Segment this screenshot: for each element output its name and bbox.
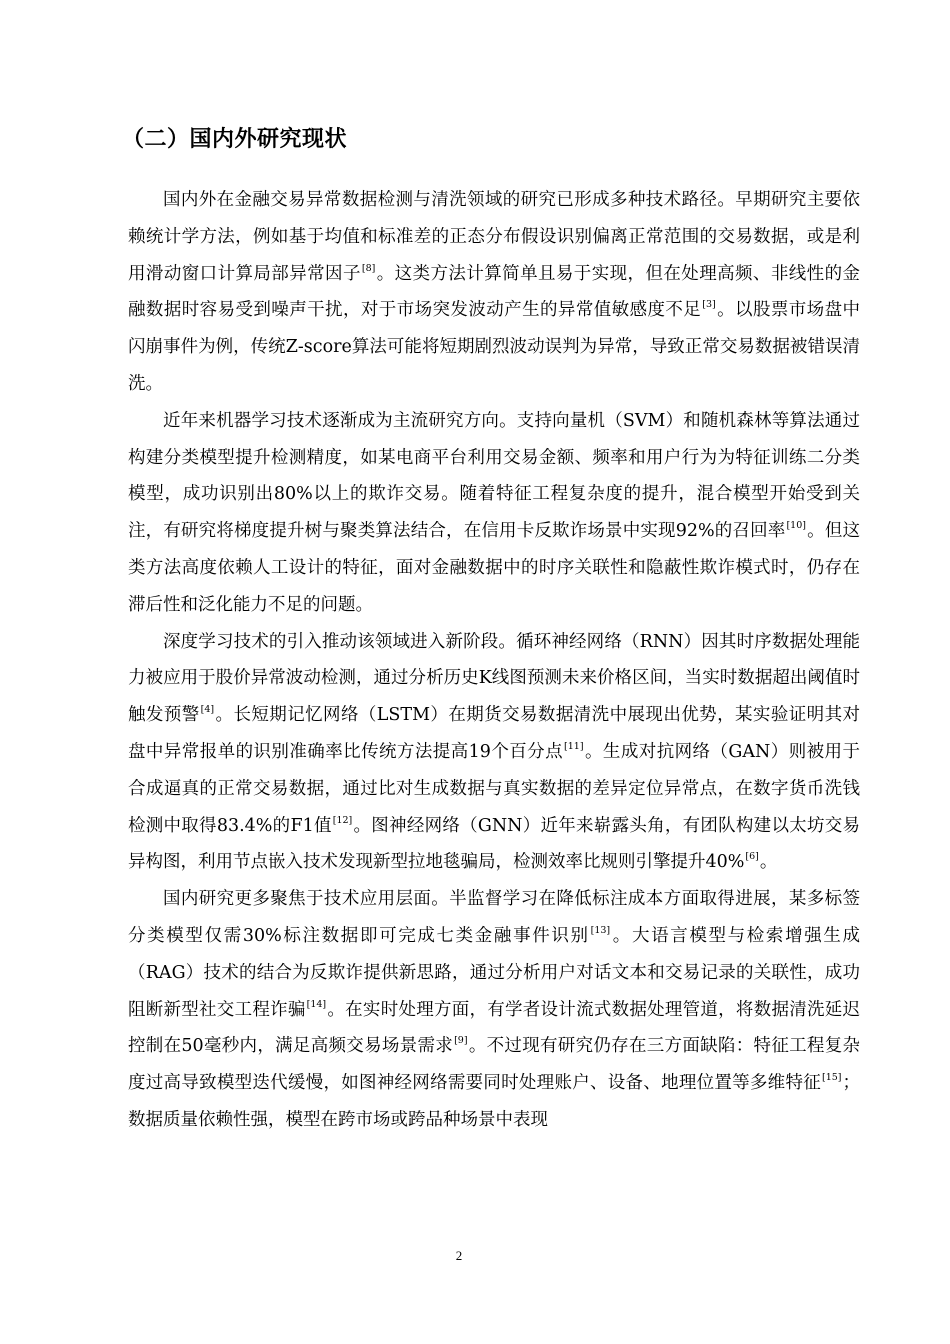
paragraph-text: 深度学习技术的引入推动该领域进入新阶段。循环神经网络（RNN）因其时序数据处理能力被应用于股价异常波动检测，通过分析历史K线图预测未来价格区间，当实时数据超出阈值时触发预警	[128, 631, 860, 726]
paragraph-text: 。大语言模型与检索增强生成（RAG）技术的结合为反欺诈提供新思路，通过分析用户对话文本和交易记录的关联性，成功阻断新型社交工程诈骗	[128, 925, 860, 1020]
paragraph-text: 。但这类方法高度依赖人工设计的特征，面对金融数据中的时序关联性和隐蔽性欺诈模式时，仍存在滞后性和泛化能力不足的问题。	[128, 521, 860, 615]
paragraph-text: 。	[759, 852, 778, 873]
paragraph-text: 。不过现有研究仍存在三方面缺陷：特征工程复杂度过高导致模型迭代缓慢，如图神经网络需要同时处理账户、设备、地理位置等多维特征	[128, 1036, 860, 1094]
citation-marker: [4]	[200, 704, 215, 716]
paragraph-text: 。在实时处理方面，有学者设计流式数据处理管道，将数据清洗延迟控制在50毫秒内，满足高频交易场景需求	[128, 999, 861, 1057]
paragraph-text: 。图神经网络（GNN）近年来崭露头角，有团队构建以太坊交易异构图，利用节点嵌入技术发现新型拉地毯骗局，检测效率比规则引擎提升40%	[128, 815, 860, 873]
page-number: 2	[455, 1248, 463, 1263]
citation-marker: [8]	[361, 262, 376, 274]
paragraph-text: 。以股票市场盘中闪崩事件为例，传统Z-score算法可能将短期剧烈波动误判为异常，导致正常交易数据被错误清洗。	[128, 300, 861, 394]
paragraph-text: 。这类方法计算简单且易于实现，但在处理高频、非线性的金融数据时容易受到噪声干扰，对于市场突发波动产生的异常值敏感度不足	[128, 263, 861, 321]
paragraph-4	[128, 881, 860, 1139]
paragraph-1	[128, 182, 860, 403]
citation-marker: [14]	[306, 998, 327, 1010]
paragraphs-container	[128, 182, 860, 1139]
document-body	[122, 118, 861, 1139]
paragraph-text: 。生成对抗网络（GAN）则被用于合成逼真的正常交易数据，通过比对生成数据与真实数据的差异定位异常点，在数字货币洗钱检测中取得83.4%的F1值	[128, 741, 860, 836]
paragraph-text: 。长短期记忆网络（LSTM）在期货交易数据清洗中展现出优势，某实验证明其对盘中异常报单的识别准确率比传统方法提高19个百分点	[128, 705, 861, 762]
citation-marker: [11]	[564, 740, 584, 752]
section-title: （二）国内外研究现状	[122, 127, 348, 152]
paragraph-text: 近年来机器学习技术逐渐成为主流研究方向。支持向量机（SVM）和随机森林等算法通过构建分类模型提升检测精度，如某电商平台利用交易金额、频率和用户行为为特征训练二分类模型，成功识别出80%以上的欺诈交易。随着特征工程复杂度的提升，混合模型开始受到关注，有研究将梯度提升树与聚类算法结合，在信用卡反欺诈场景中实现92%的召回率	[128, 410, 860, 542]
citation-marker: [6]	[745, 851, 759, 863]
paragraph-text: ；数据质量依赖性强，模型在跨市场或跨品种场景中表现	[128, 1073, 860, 1130]
citation-marker: [10]	[786, 520, 806, 532]
citation-marker: [12]	[332, 814, 353, 826]
paragraph-text: 国内研究更多聚焦于技术应用层面。半监督学习在降低标注成本方面取得进展，某多标签分类模型仅需30%标注数据即可完成七类金融事件识别	[128, 889, 860, 946]
paragraph-text: 国内外在金融交易异常数据检测与清洗领域的研究已形成多种技术路径。早期研究主要依赖统计学方法，例如基于均值和标准差的正态分布假设识别偏离正常范围的交易数据，或是利用滑动窗口计算局部异常因子	[128, 190, 860, 284]
citation-marker: [9]	[454, 1035, 468, 1047]
citation-marker: [15]	[821, 1072, 842, 1084]
citation-marker: [13]	[590, 924, 611, 936]
citation-marker: [3]	[702, 299, 716, 311]
paragraph-2	[128, 403, 860, 624]
paragraph-3	[128, 624, 860, 882]
